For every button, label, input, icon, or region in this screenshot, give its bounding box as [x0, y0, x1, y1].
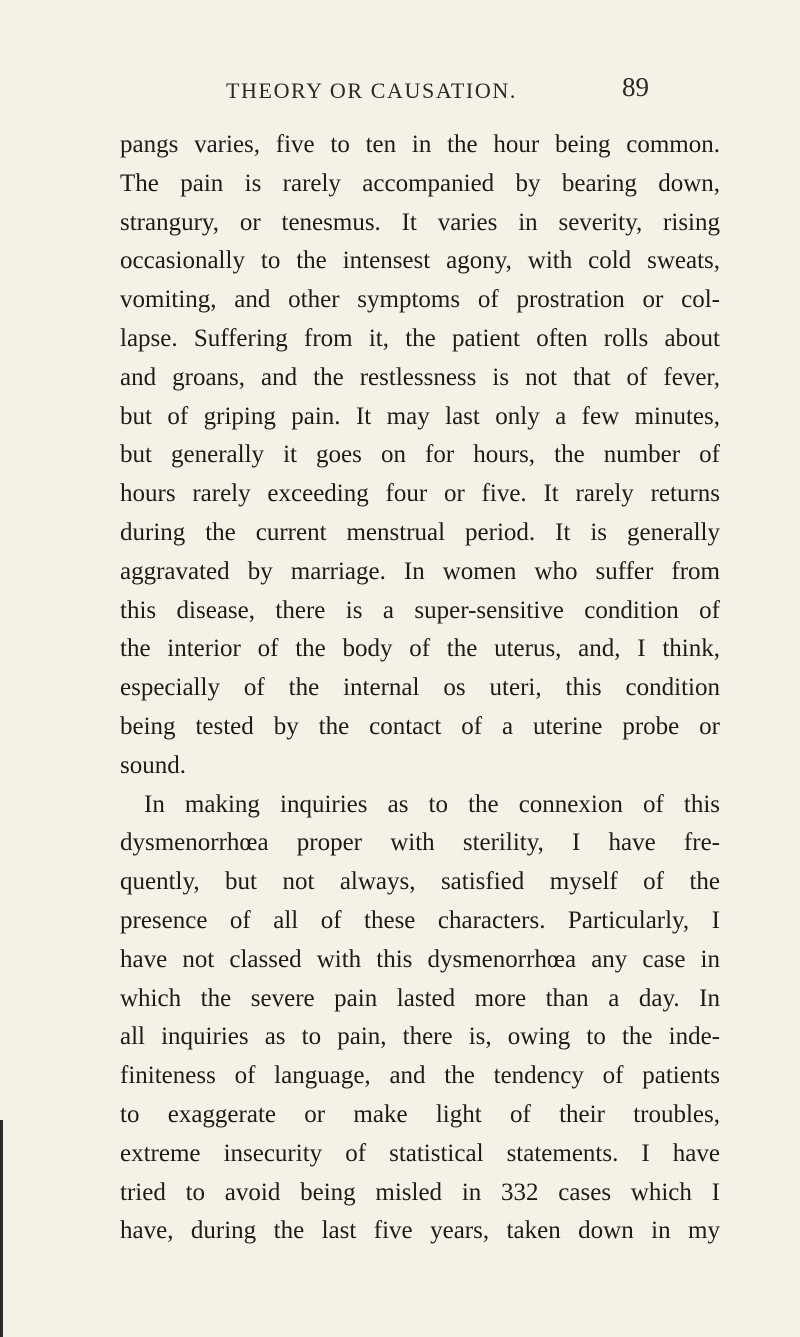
- text-line: presence of all of these characters. Particularly, I: [120, 906, 720, 934]
- text-line: strangury, or tenesmus. It varies in severity, rising: [120, 208, 720, 236]
- text-line: this disease, there is a super-sensitive condition of: [120, 596, 720, 624]
- text-line: which the severe pain lasted more than a day. In: [120, 984, 720, 1012]
- text-line: hours rarely exceeding four or five. It rarely returns: [120, 480, 720, 508]
- text-line: In making inquiries as to the connexion of this: [144, 790, 720, 818]
- text-line: but generally it goes on for hours, the number of: [120, 441, 720, 469]
- text-line: pangs varies, five to ten in the hour being common.: [120, 131, 720, 158]
- text-line: sound.: [120, 751, 186, 779]
- text-line: extreme insecurity of statistical statements. I have: [120, 1139, 720, 1167]
- body-text: [120, 126, 720, 1251]
- page-header: [0, 72, 800, 112]
- text-line: tried to avoid being misled in 332 cases which I: [120, 1178, 720, 1206]
- text-line: have, during the last five years, taken down in my: [120, 1217, 720, 1245]
- page-edge-shadow: [0, 1120, 3, 1337]
- text-line: especially of the internal os uteri, this condition: [120, 674, 720, 702]
- text-line: dysmenorrhœa proper with sterility, I have fre-: [120, 829, 720, 857]
- text-line: occasionally to the intensest agony, with cold sweats,: [120, 247, 720, 275]
- text-line: to exaggerate or make light of their troubles,: [120, 1100, 720, 1128]
- text-line: during the current menstrual period. It is generally: [120, 518, 720, 546]
- text-line: and groans, and the restlessness is not that of fever,: [120, 363, 720, 391]
- text-line: being tested by the contact of a uterine probe or: [120, 712, 720, 740]
- text-line: aggravated by marriage. In women who suffer from: [120, 557, 720, 585]
- text-line: vomiting, and other symptoms of prostration or col-: [120, 286, 720, 314]
- text-line: quently, but not always, satisfied myself of the: [120, 868, 720, 896]
- text-line: but of griping pain. It may last only a few minutes,: [120, 402, 720, 430]
- text-line: lapse. Suffering from it, the patient often rolls about: [120, 324, 720, 352]
- text-line: the interior of the body of the uterus, and, I think,: [120, 635, 720, 663]
- text-line: finiteness of language, and the tendency of patients: [120, 1062, 720, 1090]
- page-number: 89: [622, 72, 649, 102]
- text-line: all inquiries as to pain, there is, owing to the inde-: [120, 1023, 720, 1051]
- running-head: THEORY OR CAUSATION.: [226, 78, 517, 103]
- text-line: The pain is rarely accompanied by bearing down,: [120, 169, 720, 197]
- text-line: have not classed with this dysmenorrhœa any case in: [120, 945, 720, 973]
